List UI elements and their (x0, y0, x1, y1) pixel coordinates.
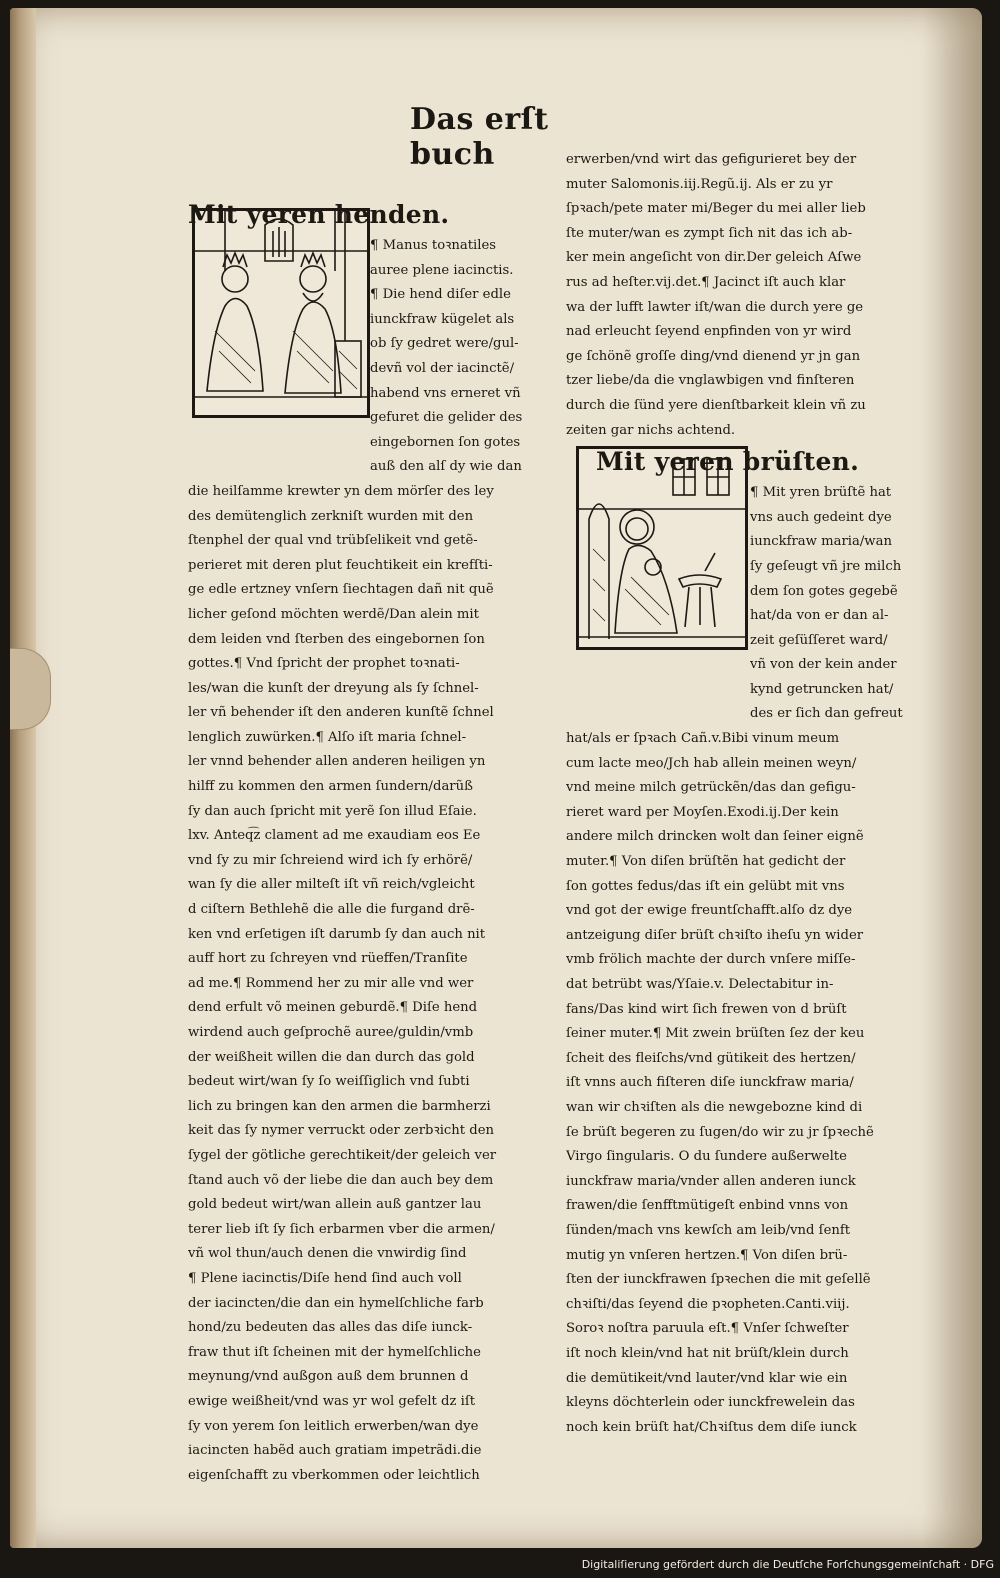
left-body-text (188, 480, 548, 1488)
text-line: perieret mit deren plut feuchtikeit ein krefſti- (188, 557, 493, 573)
text-line: wa der lufft lawter iſt/wan die durch yere ge (566, 299, 864, 315)
text-line: antzeigung diſer brüſt chꝛiſto iheſu yn wider (566, 927, 864, 943)
text-line: frawen/die ſenfftmütigeſt enbind vnns von (566, 1198, 849, 1214)
text-line: ¶ Die hend diſer edle (370, 287, 511, 303)
text-line: ¶ Mit yren brüſtẽ hat (750, 485, 892, 501)
text-line: ge ſchönẽ groſſe ding/vnd dienend yr jn gan (566, 348, 861, 364)
text-line: Soroꝛ noſtra paruula eſt.¶ Vnſer ſchweſter (566, 1321, 849, 1337)
text-line: vñ wol thun/auch denen die vnwirdig ſind (188, 1246, 467, 1262)
text-line: devñ vol der iacinctẽ/ (370, 360, 515, 376)
text-line: auß den alſ dy wie dan (370, 459, 522, 475)
text-line: zeit geſüſſeret ward/ (750, 632, 888, 648)
text-line: iunckfraw maria/wan (750, 534, 892, 550)
text-line: dend erfult võ meinen geburdẽ.¶ Diſe hend (188, 1000, 478, 1016)
text-line: hat/da von er dan al- (750, 608, 889, 624)
text-line: ſygel der götliche gerechtikeit/der geleich ver (188, 1147, 497, 1163)
text-line: des er ſich dan gefreut (750, 706, 903, 722)
text-line: ler vñ behender iſt den anderen kunſtẽ ſchnel (188, 705, 494, 721)
text-line: iacincten habẽd auch gratiam impetrãdi.die (188, 1443, 482, 1459)
text-line: kleyns döchterlein oder iunckfrewelein das (566, 1395, 855, 1411)
text-line: ſtand auch võ der liebe die dan auch bey dem (188, 1172, 494, 1188)
text-line: die demütikeit/vnd lauter/vnd klar wie ein (566, 1370, 848, 1386)
text-line: andere milch drincken wolt dan ſeiner eignẽ (566, 829, 864, 845)
text-line: wan ſy die aller milteſt iſt vñ reich/vgleicht (188, 877, 475, 893)
text-line: iſt noch klein/vnd hat nit brüſt/klein durch (566, 1345, 849, 1361)
text-line: d ciſtern Bethlehẽ die alle die furgand drẽ- (188, 902, 475, 918)
text-line: die heilſamme krewter yn dem mörſer des ley (188, 483, 494, 499)
text-line: wan wir chꝛiſten als die newgebozne kind di (566, 1099, 863, 1115)
left-column (188, 196, 548, 1488)
text-line: iunckfraw maria/vnder allen anderen iunck (566, 1173, 856, 1189)
text-line: les/wan die kunſt der dreyung als ſy ſchnel- (188, 680, 479, 696)
text-line: wirdend auch geſprochẽ auree/guldin/vmb (188, 1025, 474, 1040)
text-line: nad erleucht ſeyend enpfinden von yr wird (566, 324, 852, 340)
text-line: ſünden/mach vns kewſch am leib/vnd ſenft (566, 1222, 851, 1238)
text-line: hilff zu kommen den armen ſundern/darũß (188, 779, 473, 795)
running-head: Das erſt buch (410, 102, 549, 172)
text-line: eigenſchafft zu vberkommen oder leichtlich (188, 1467, 480, 1483)
text-line: rus ad heſter.vij.det.¶ Jacinct iſt auch klar (566, 274, 846, 290)
text-line: kynd getruncken hat/ (750, 681, 894, 697)
binding-edge (10, 8, 36, 1548)
text-line: vns auch gedeint dye (750, 509, 892, 525)
footer-credit: Digitaliſierung gefördert durch die Deutſche Forſchungsgemeinſchaft · DFG (581, 1558, 994, 1571)
text-line: muter.¶ Von diſen brüſtẽn hat gedicht der (566, 854, 846, 870)
text-line: noch kein brüſt hat/Chꝛiſtus dem diſe iunck (566, 1419, 857, 1435)
text-line: ſten der iunckfrawen ſpꝛechen die mit geſellẽ (566, 1272, 871, 1288)
text-line: lich zu bringen kan den armen die barmherzi (188, 1098, 491, 1114)
left-beside-image-text (188, 234, 548, 480)
text-line: lenglich zuwürken.¶ Alſo iſt maria ſchnel- (188, 729, 467, 745)
text-line: tzer liebe/da die vnglawbigen vnd finſteren (566, 373, 855, 389)
text-line: vnd got der ewige freuntſchafft.alſo dz dye (566, 903, 853, 919)
text-line: vñ von der kein ander (750, 657, 897, 673)
text-line: fraw thut iſt ſcheinen mit der hymelſchliche (188, 1344, 481, 1360)
text-line: bedeut wirt/wan ſy ſo weiſſiglich vnd ſubti (188, 1074, 470, 1090)
text-line: ſeiner muter.¶ Mit zwein brüſten ſez der keu (566, 1026, 865, 1042)
text-line: terer lieb iſt ſy ſich erbarmen vber die armen/ (188, 1221, 495, 1237)
text-line: auff hort zu ſchreyen vnd rüeffen/Tranſite (188, 951, 468, 967)
text-line: ſtenphel der qual vnd trübſelikeit vnd getẽ- (188, 533, 478, 549)
text-line: ſpꝛach/pete mater mi/Beger du mei aller lieb (566, 201, 866, 217)
text-line: ſy geſeugt vñ jre milch (750, 558, 902, 574)
text-line: vnd meine milch getrückẽn/das dan gefigu- (566, 780, 856, 796)
text-line: muter Salomonis.iij.Regũ.ij. Als er zu yr (566, 176, 833, 192)
text-line: ken vnd erſetigen iſt darumb ſy dan auch nit (188, 926, 486, 942)
text-line: erwerben/vnd wirt das gefigurieret bey der (566, 152, 857, 167)
text-line: der weißheit willen die dan durch das gold (188, 1049, 475, 1065)
text-line: rieret ward per Moyſen.Exodi.ij.Der kein (566, 804, 839, 820)
text-line: ſe brüſt begeren zu ſugen/do wir zu jr ſpꝛechẽ (566, 1124, 874, 1140)
text-line: hat/als er ſpꝛach Cañ.v.Bibi vinum meum (566, 731, 840, 747)
text-line: der iacincten/die dan ein hymelſchliche farb (188, 1295, 484, 1311)
text-line: ſy dan auch ſpricht mit yerẽ ſon illud Eſaie. (188, 803, 477, 819)
text-line: cum lacte meo/Jch hab allein meinen weyn/ (566, 755, 857, 771)
text-line: ker mein angeſicht von dir.Der geleich Aſwe (566, 250, 862, 266)
text-line: ſy von yerem ſon leitlich erwerben/wan dye (188, 1418, 479, 1434)
right-beside-image-text (566, 481, 936, 727)
right-body-text (566, 727, 936, 1440)
text-line: ge edle ertzney vnſern ſiechtagen dañ nit quẽ (188, 582, 494, 598)
text-line: iſt vnns auch fiſteren diſe iunckfraw maria/ (566, 1075, 854, 1091)
text-line: gefuret die gelider des (370, 410, 523, 426)
text-line: licher geſond möchten werdẽ/Dan alein mit (188, 606, 479, 622)
right-heading: Mit yeren brüſten. (596, 447, 860, 477)
text-line: des demütenglich zerkniſt wurden mit den (188, 508, 474, 524)
text-line: ſcheit des fleiſchs/vnd gütikeit des hertzen/ (566, 1050, 856, 1066)
text-line: auree plene iacinctis. (370, 262, 514, 278)
text-line: chꝛiſti/das ſeyend die pꝛopheten.Canti.viij. (566, 1296, 850, 1312)
text-line: ad me.¶ Rommend her zu mir alle vnd wer (188, 975, 474, 991)
right-top-text (566, 148, 936, 443)
text-line: ler vnnd behender allen anderen heiligen yn (188, 754, 486, 770)
text-line: keit das ſy nymer verruckt oder zerbꝛicht den (188, 1123, 495, 1139)
text-line: dat betrübt was/Yſaie.v. Delectabitur in- (566, 977, 834, 992)
text-line: lxv. Anteq͡z clament ad me exaudiam eos Ee (188, 828, 481, 844)
text-line: ob ſy gedret were/gul- (370, 336, 519, 352)
text-line: eingebornen ſon gotes (370, 434, 521, 450)
text-line: ſon gottes fedus/das iſt ein gelübt mit vns (566, 878, 845, 894)
text-line: ewige weißheit/vnd was yr wol gefelt dz iſt (188, 1393, 476, 1409)
text-line: mutig yn vnſeren hertzen.¶ Von diſen brü- (566, 1247, 848, 1263)
right-column (566, 148, 936, 1440)
text-line: durch die ſünd yere dienſtbarkeit klein vñ zu (566, 397, 866, 413)
text-line: Virgo ſingularis. O du ſundere außerwelte (566, 1149, 847, 1165)
text-line: gold bedeut wirt/wan allein auß gantzer lau (188, 1197, 482, 1213)
page-tab (10, 648, 51, 730)
text-line: habend vns erneret vñ (370, 385, 521, 401)
text-line: dem ſon gotes gegebẽ (750, 583, 898, 599)
text-line: dem leiden vnd ſterben des eingebornen ſon (188, 631, 485, 647)
text-line: vnd ſy zu mir ſchreiend wird ich ſy erhörẽ/ (188, 852, 473, 868)
text-line: ſte muter/wan es zympt ſich nit das ich ab- (566, 225, 853, 241)
text-line: vmb frölich machte der durch vnſere miſſe- (566, 952, 856, 968)
text-line: iunckfraw kügelet als (370, 311, 515, 327)
footer-bar (0, 1552, 1000, 1578)
left-heading: Mit yeren henden. (188, 200, 450, 229)
text-line: fans/Das kind wirt ſich frewen von d brüſt (566, 1001, 847, 1017)
text-line: meynung/vnd außgon auß dem brunnen d (188, 1369, 469, 1385)
text-line: ¶ Plene iacinctis/Diſe hend ſind auch voll (188, 1270, 462, 1286)
text-line: zeiten gar nichs achtend. (566, 422, 736, 438)
text-line: hond/zu bedeuten das alles das diſe iunck- (188, 1320, 473, 1336)
text-line: ¶ Manus toꝛnatiles (370, 238, 497, 253)
text-line: gottes.¶ Vnd ſpricht der prophet toꝛnati- (188, 656, 460, 672)
